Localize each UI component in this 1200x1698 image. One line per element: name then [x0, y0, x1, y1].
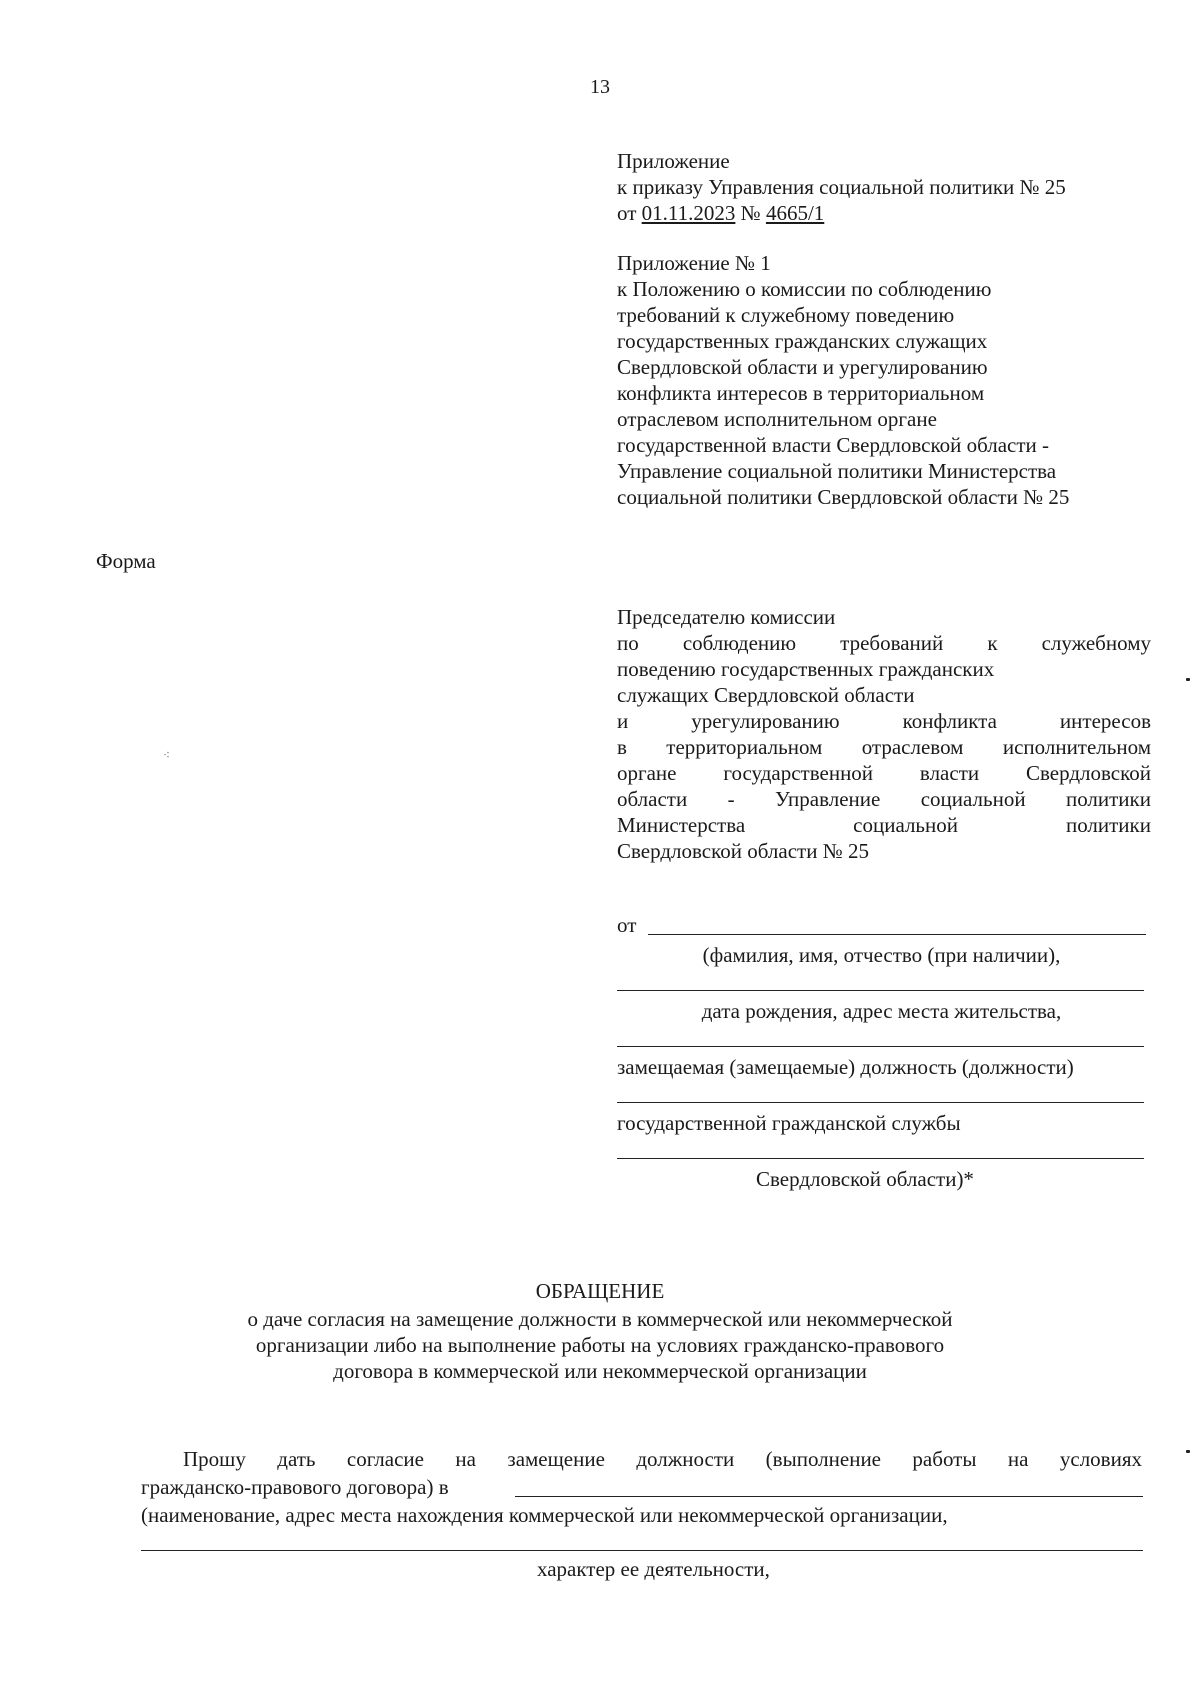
- regulation-line: конфликта интересов в территориальном: [617, 381, 985, 405]
- scan-speck: ⁖: [163, 748, 171, 762]
- appeal-subtitle: [0, 1306, 1200, 1384]
- regulation-line: Свердловской области и урегулированию: [617, 355, 988, 379]
- regulation-line: к Положению о комиссии по соблюдению: [617, 277, 992, 301]
- order-number: 4665/1: [765, 201, 825, 225]
- sender-caption-birth: дата рождения, адрес места жительства,: [701, 999, 1062, 1023]
- sender-from-label: от: [617, 913, 637, 937]
- appeal-caption-organization: (наименование, адрес места нахождения коммерческой или некоммерческой организации,: [141, 1503, 948, 1527]
- addressee-line: области - Управление социальной политики: [617, 787, 1151, 811]
- appeal-body-line1: Прошу дать согласие на замещение должности (выполнение работы на условиях: [183, 1447, 1142, 1471]
- sender-service-input-line[interactable]: [617, 1102, 1144, 1103]
- regulation-line: Управление социальной политики Министерства: [617, 459, 1057, 483]
- appendix-regulation-block: [617, 250, 1151, 510]
- addressee-line: в территориальном отраслевом исполнительном: [617, 735, 1151, 759]
- from-prefix: от: [617, 201, 637, 225]
- appendix-order-block: [617, 148, 1151, 226]
- appendix-order-title: Приложение: [617, 149, 730, 173]
- appeal-subtitle-line: договора в коммерческой или некоммерческой организации: [333, 1359, 867, 1383]
- sender-position-input-line[interactable]: [617, 1046, 1144, 1047]
- sender-birth-input-line[interactable]: [617, 990, 1144, 991]
- addressee-line: Министерства социальной политики: [617, 813, 1151, 837]
- addressee-line: и урегулированию конфликта интересов: [617, 709, 1151, 733]
- organization-input-line[interactable]: [515, 1496, 1143, 1497]
- addressee-line: органе государственной власти Свердловской: [617, 761, 1151, 785]
- scan-speck: [1186, 1450, 1190, 1453]
- order-date: 01.11.2023: [641, 201, 736, 225]
- addressee-line: служащих Свердловской области: [617, 683, 915, 707]
- number-prefix: №: [740, 201, 761, 225]
- appeal-body-line2: гражданско-правового договора) в: [141, 1475, 449, 1499]
- regulation-line: требований к служебному поведению: [617, 303, 955, 327]
- appeal-subtitle-line: о даче согласия на замещение должности в коммерческой или некоммерческой: [247, 1307, 953, 1331]
- sender-caption-region: Свердловской области)*: [756, 1167, 974, 1191]
- regulation-line: социальной политики Свердловской области № 25: [617, 485, 1070, 509]
- scan-speck: [1186, 678, 1190, 681]
- appeal-caption-activity: характер ее деятельности,: [537, 1557, 770, 1581]
- sender-region-input-line[interactable]: [617, 1158, 1144, 1159]
- addressee-block: [617, 604, 1151, 864]
- regulation-line: государственных гражданских служащих: [617, 329, 988, 353]
- addressee-line: поведению государственных гражданских: [617, 657, 995, 681]
- addressee-line: Председателю комиссии: [617, 605, 836, 629]
- regulation-line: государственной власти Свердловской области -: [617, 433, 1050, 457]
- addressee-line: Свердловской области № 25: [617, 839, 869, 863]
- regulation-line: отраслевом исполнительном органе: [617, 407, 937, 431]
- addressee-line: по соблюдению требований к служебному: [617, 631, 1151, 655]
- appendix-order-reference: к приказу Управления социальной политики № 25: [617, 175, 1066, 199]
- organization-details-input-line[interactable]: [141, 1550, 1143, 1551]
- appeal-title: ОБРАЩЕНИЕ: [535, 1279, 665, 1303]
- form-label: Форма: [96, 549, 156, 573]
- page-number: 13: [590, 76, 610, 98]
- appeal-subtitle-line: организации либо на выполнение работы на условиях гражданско-правового: [255, 1333, 945, 1357]
- regulation-line: Приложение № 1: [617, 251, 771, 275]
- appendix-order-date-number: [617, 200, 1151, 226]
- sender-name-input-line[interactable]: [648, 934, 1146, 935]
- sender-caption-service: государственной гражданской службы: [617, 1111, 961, 1135]
- sender-caption-position: замещаемая (замещаемые) должность (должности): [617, 1055, 1074, 1079]
- sender-caption-name: (фамилия, имя, отчество (при наличии),: [702, 943, 1061, 967]
